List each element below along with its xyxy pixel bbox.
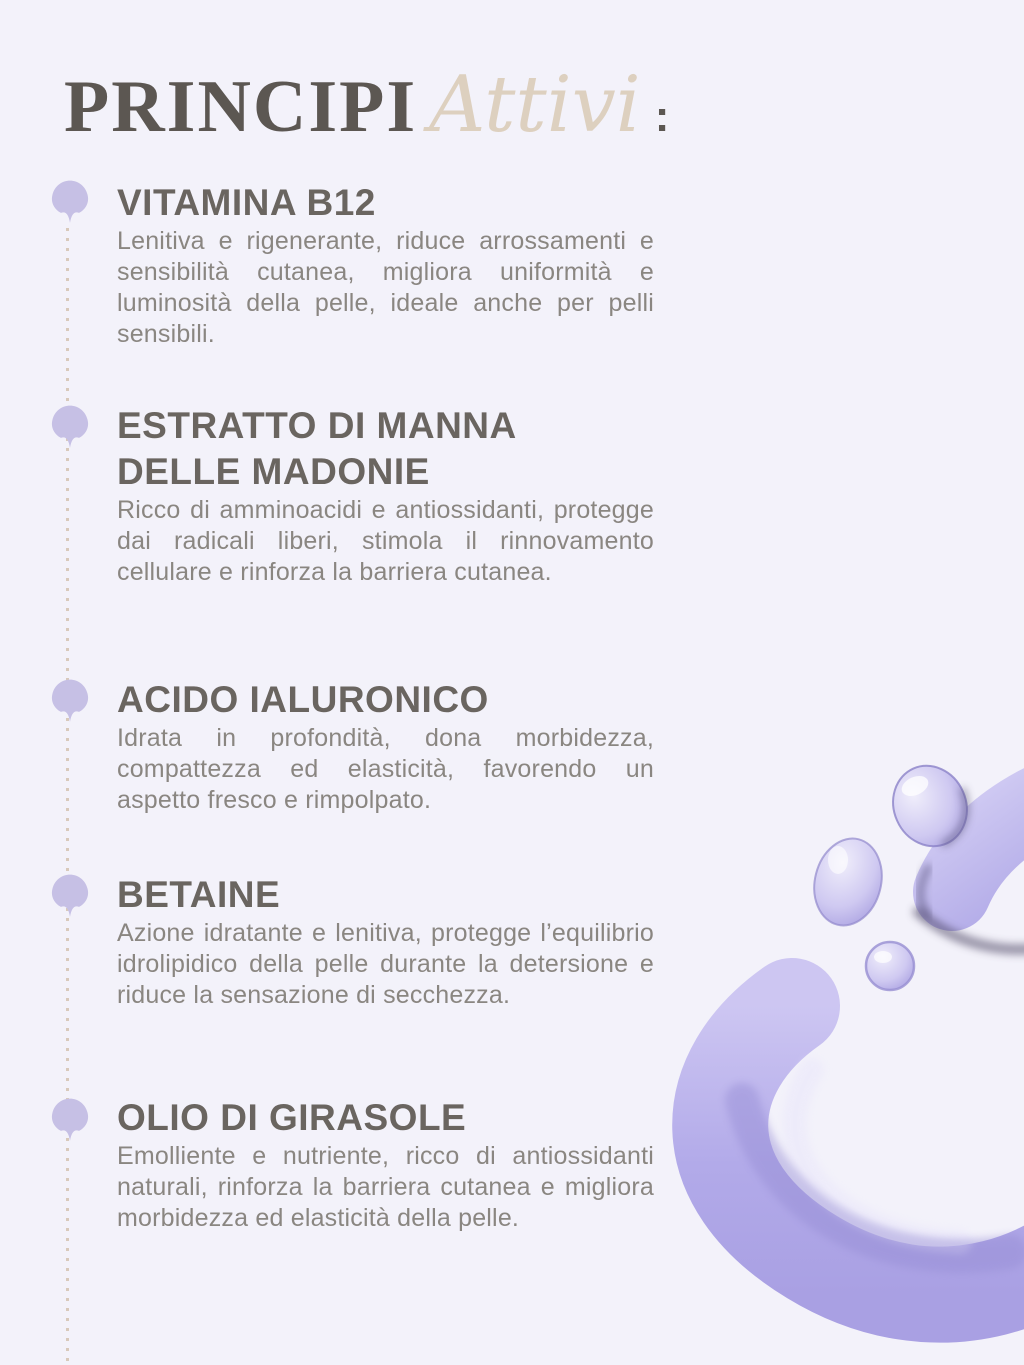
timeline-dotted-line xyxy=(66,228,69,1365)
title-serif-text: PRINCIPI xyxy=(64,66,418,148)
ingredient-section-vitamina-b12 xyxy=(117,180,654,350)
ingredient-description: Idrata in profondità, dona morbidezza, compattezza ed elasticità, favorendo un aspetto fresco e rimpolpato. xyxy=(117,724,654,814)
ingredient-section-acido-ialuronico xyxy=(117,677,654,816)
ingredient-description: Azione idratante e lenitiva, protegge l’equilibrio idrolipidico della pelle durante la detersione e riduce la sensazione di secchezza. xyxy=(117,919,654,1009)
droplet-large xyxy=(880,754,979,858)
ingredient-description: Ricco di amminoacidi e antiossidanti, protegge dai radicali liberi, stimola il rinnovamento cellulare e rinforza la barriera cutanea. xyxy=(117,496,654,586)
ingredient-heading: OLIO DI GIRASOLE xyxy=(117,1097,467,1138)
fan-leaf-icon xyxy=(51,874,89,918)
fan-leaf-icon xyxy=(51,180,89,224)
ingredient-section-betaine xyxy=(117,872,654,1011)
ingredient-heading: ESTRATTO DI MANNA DELLE MADONIE xyxy=(117,405,516,492)
ingredient-section-olio-di-girasole xyxy=(117,1095,654,1234)
droplet-sphere xyxy=(866,942,914,990)
fan-leaf-icon xyxy=(51,1098,89,1142)
title-script-text: Attivi xyxy=(429,60,641,150)
title-colon: : xyxy=(654,92,670,141)
ingredient-heading: ACIDO IALURONICO xyxy=(117,679,489,720)
droplet-medium xyxy=(805,831,890,932)
fan-leaf-icon xyxy=(51,679,89,723)
fan-leaf-icon xyxy=(51,405,89,449)
ingredient-description: Emolliente e nutriente, ricco di antiossidanti naturali, rinforza la barriera cutanea e migliora morbidezza ed elasticità della pelle. xyxy=(117,1142,654,1232)
ingredient-heading: VITAMINA B12 xyxy=(117,182,376,223)
page-title xyxy=(64,60,669,150)
ingredient-heading: BETAINE xyxy=(117,874,281,915)
ingredient-description: Lenitiva e rigenerante, riduce arrossamenti e sensibilità cutanea, migliora uniformità e luminosità della pelle, ideale anche per pelli sensibili. xyxy=(117,227,654,348)
ingredient-section-estratto-di-manna xyxy=(117,403,654,588)
liquid-hook-shape xyxy=(952,778,1024,892)
swirl-ring-shape xyxy=(720,1006,1024,1295)
